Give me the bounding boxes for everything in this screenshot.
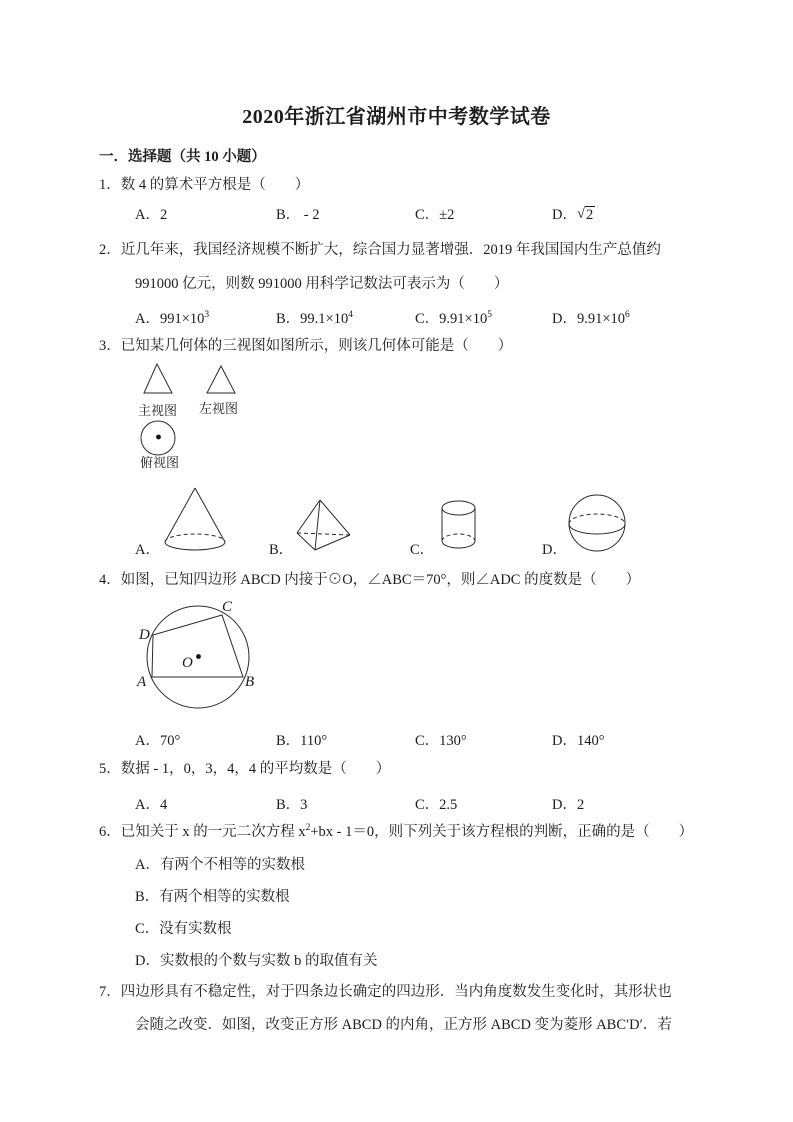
q5-option-b: B．3	[276, 797, 308, 813]
sphere-icon	[569, 495, 625, 551]
q5-options	[0, 793, 793, 815]
q1-option-d-prefix: D．	[552, 207, 577, 223]
center-dot	[196, 654, 201, 659]
q7-stem-line2: 会随之改变．如图，改变正方形 ABCD 的内角，正方形 ABCD 变为菱形 ABC′D′．若	[135, 1017, 672, 1033]
q1-option-d	[552, 203, 595, 224]
q1-option-c: C．±2	[415, 207, 455, 223]
q6-stem-post: +bx - 1＝0，则下列关于该方程根的判断，正确的是（ ）	[310, 824, 694, 840]
cylinder-icon	[442, 501, 475, 548]
q2-stem-line2: 991000 亿元，则数 991000 用科学记数法可表示为（ ）	[135, 276, 509, 292]
page-title: 2020年浙江省湖州市中考数学试卷	[242, 106, 551, 128]
q5-option-c: C．2.5	[415, 797, 458, 813]
q4-option-a: A．70°	[135, 733, 181, 749]
top-view-label: 俯视图	[140, 455, 180, 470]
q1-option-a: A．2	[135, 207, 168, 223]
point-d-label: D	[139, 627, 150, 643]
q2-option-b-exp: 4	[348, 310, 353, 321]
q2-option-c-base: C．9.91×10	[415, 311, 488, 327]
q3-option-b-label: B．	[269, 542, 294, 558]
q1-option-b: B． - 2	[276, 207, 320, 223]
q6-option-a: A．有两个不相等的实数根	[135, 857, 305, 873]
q6-stem	[99, 823, 693, 842]
q3-stem: 3．已知某几何体的三视图如图所示，则该几何体可能是（ ）	[99, 338, 513, 354]
q2-option-b-base: B．99.1×10	[276, 311, 349, 327]
center-o-label: O	[182, 655, 193, 671]
q4-stem: 4．如图，已知四边形 ABCD 内接于⊙O，∠ABC＝70°，则∠ADC 的度数是（ ）	[99, 572, 641, 588]
q2-stem-line1: 2．近几年来，我国经济规模不断扩大，综合国力显著增强．2019 年我国国内生产总值约	[99, 242, 661, 258]
sqrt-radical-sign: √	[576, 206, 585, 222]
three-views-figure	[130, 356, 255, 474]
section-heading: 一．选择题（共 10 小题）	[99, 149, 266, 165]
top-view-center-dot	[156, 435, 161, 440]
q2-option-b	[276, 307, 353, 328]
q6-stem-exp: 2	[305, 823, 311, 834]
q5-option-d: D．2	[552, 797, 585, 813]
side-view-triangle	[207, 366, 235, 393]
front-view-label: 主视图	[138, 403, 178, 418]
q2-option-c-exp: 5	[487, 310, 492, 321]
front-view-triangle	[144, 364, 172, 393]
q4-option-d: D．140°	[552, 733, 605, 749]
cone-icon	[165, 488, 225, 550]
q2-option-d-exp: 6	[625, 310, 630, 321]
q2-option-a-exp: 3	[204, 310, 210, 321]
side-view-label: 左视图	[199, 401, 239, 416]
q6-option-c: C．没有实数根	[135, 921, 232, 937]
q2-options	[0, 307, 793, 329]
point-a-label: A	[137, 674, 147, 690]
q2-option-a	[135, 307, 209, 328]
q3-shape-options	[99, 483, 659, 563]
q4-options	[0, 729, 793, 751]
q2-option-a-base: A．991×10	[135, 311, 205, 327]
q3-option-d-label: D．	[542, 542, 567, 558]
q6-option-d: D．实数根的个数与实数 b 的取值有关	[135, 953, 378, 969]
quadrilateral-abcd	[152, 615, 243, 677]
q6-option-b: B．有两个相等的实数根	[135, 889, 290, 905]
q2-option-d	[552, 307, 630, 328]
pyramid-icon	[297, 500, 350, 550]
q1-options	[0, 203, 793, 225]
q2-option-c	[415, 307, 492, 328]
sqrt-radicand: 2	[585, 207, 594, 223]
point-b-label: B	[245, 674, 255, 690]
q4-option-c: C．130°	[415, 733, 467, 749]
q7-stem-line1: 7．四边形具有不稳定性，对于四条边长确定的四边形．当内角度数发生变化时，其形状也	[99, 984, 672, 1000]
q6-stem-pre: 6．已知关于 x 的一元二次方程 x	[99, 824, 306, 840]
q5-option-a: A．4	[135, 797, 168, 813]
q4-option-b: B．110°	[276, 733, 328, 749]
q3-option-c-label: C．	[410, 542, 435, 558]
q1-stem: 1．数 4 的算术平方根是（ ）	[99, 177, 310, 193]
q2-option-d-base: D．9.91×10	[552, 311, 626, 327]
inscribed-quadrilateral-figure	[135, 598, 275, 722]
point-c-label: C	[222, 599, 233, 615]
q3-option-a-label: A．	[135, 542, 160, 558]
q5-stem: 5．数据 - 1，0，3，4，4 的平均数是（ ）	[99, 761, 391, 777]
